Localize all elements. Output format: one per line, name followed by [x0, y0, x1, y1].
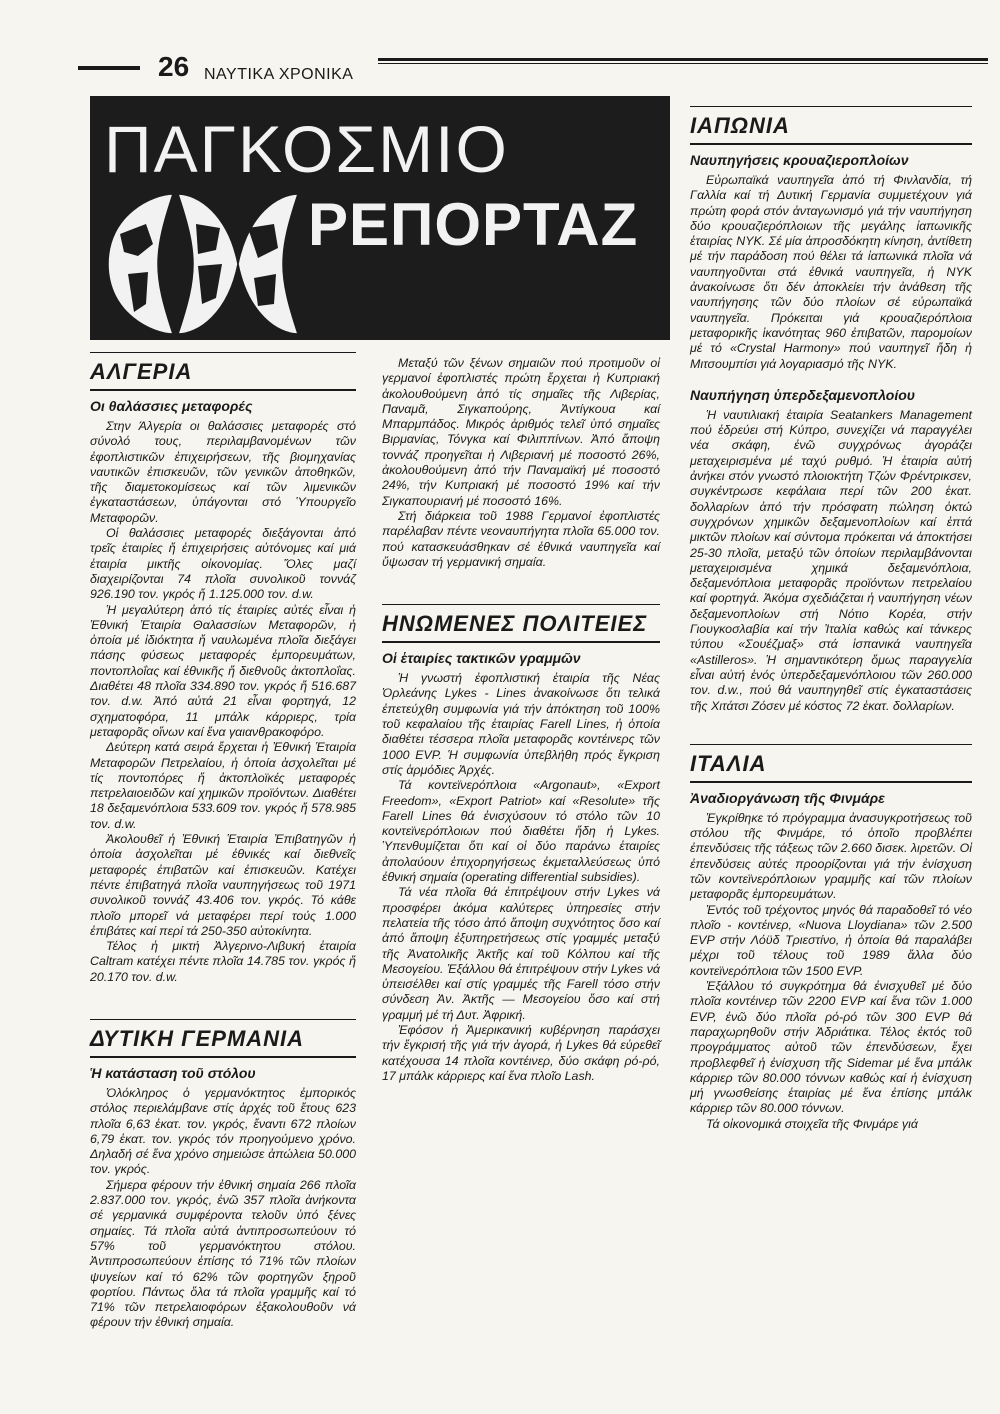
subheading-algeria: Οι θαλάσσιες μεταφορές [90, 398, 253, 414]
header-rule-left [78, 66, 140, 70]
subheading-germany: Ἡ κατάσταση τοῦ στόλου [90, 1064, 256, 1081]
paragraph: Ἀκολουθεῖ ἡ Ἐθνική Ἑταιρία Ἐπιβατηγῶν ἡ ὁποία ἀσχολεῖται μέ ἐθνικές καί διεθνεῖς μεταφορές ἐπιβατῶν καί ἐπισκευῶν. Κατέχει πέντε ἐπιβατηγά πλοῖα ναυπηγήσεως τοῦ 1971 συνολικοῦ τοννάζ 43.406 τον. γκρός. Τό κάθε πλοῖο μπορεῖ νά μεταφέρει περί τούς 1.000 ἐπιβάτες καί περί τά 250-350 αὐτοκίνητα. [90, 832, 356, 938]
subheading-japan-2: Ναυπήγηση ὑπερδεξαμενοπλοίου [690, 386, 916, 403]
page-number: 26 [158, 51, 190, 82]
paragraph: Ἡ μεγαλύτερη ἀπό τίς ἑταιρίες αὐτές εἶναι ἡ Ἐθνική Ἑταιρία Θαλασσίων Μεταφορῶν, ἡ ὁποία μέ ἰδιόκτητα ἤ ναυλωμένα πλοῖα διεξάγει πάσης φύσεως μεταφορές ἐμπορευμάτων, ποντοπλοΐας καί ἐθνικῆς ἤ διεθνοῦς ἀκτοπλοΐας. Διαθέτει 48 πλοῖα 334.890 τον. γκρός ἤ 516.687 τον. d.w. Ἀπό αὐτά 21 εἶναι φορτηγά, 12 σχηματοφόρα, 11 μπάλκ κάρριερς, τρία μεταφορᾶς οἴνων καί ἕνα γαιανθρακοφόρο. [90, 602, 356, 739]
section-title-germany: ΔΥΤΙΚΗ ΓΕΡΜΑΝΙΑ [90, 1025, 305, 1051]
section-title-italy: ΙΤΑΛΙΑ [690, 750, 767, 776]
column-3 [690, 106, 972, 1132]
section-rule [690, 143, 972, 145]
subheading-japan-1: Ναυπηγήσεις κρουαζιερoπλοίων [690, 152, 909, 168]
paragraph: Ἐφόσον ἡ Ἀμερικανική κυβέρνηση παράσχει τήν ἔγκρισή τῆς γιά τήν ἀγορά, ἡ Lykes θά εὑρεθεῖ κατέχουσα 14 πλοῖα κοντέινερ, δύο σκάφη ρό-ρό, 17 μπάλκ κάρριερς καί ἕνα πλοῖο Lash. [382, 1022, 660, 1083]
banner-title-line1: ΠΑΓΚΟΣΜΙΟ [104, 112, 509, 186]
section-rule [690, 781, 972, 783]
paragraph: Μεταξύ τῶν ξένων σημαιῶν πού προτιμοῦν οἱ γερμανοί ἐφοπλιστές πρώτη ἔρχεται ἡ Κυπριακή ἀκολουθούμενη ἀπό τίς σημαῖες τῆς Λιβερίας, Παναμᾶ, Σιγκαπούρης, Ἀντίγκουα καί Μπαρμπάδος. Μικρός ἀριθμός τελεῖ ὑπό σημαῖες Βιρμανίας, Τόνγκα καί Φιλιππίνων. Ἀπό ἄποψη τοννάζ προηγεῖται ἡ Λιβεριανή μέ ποσοστό 26%, ἀκολουθούμενη ἀπό τήν Παναμαϊκή μέ ποσοστό 24%, τήν Κυπριακή μέ ποσοστό 19% καί τήν Σιγκαπουριανή μέ ποσοστό 16%. [382, 356, 660, 508]
subheading-usa: Οἱ ἑταιρίες τακτικῶν γραμμῶν [382, 650, 581, 667]
section-title-algeria: ΑΛΓΕΡΙΑ [90, 359, 193, 384]
banner-title-line2: ΡΕΠΟΡΤΑΖ [308, 191, 639, 258]
paragraph: Τέλος ἡ μικτή Ἀλγερινο-Λιβυκή ἑταιρία Caltram κατέχει πέντε πλοῖα 14.785 τον. γκρός ἤ 20.170 τον. d.w. [90, 939, 356, 984]
section-title-usa: ΗΝΩΜΕΝΕΣ ΠΟΛΙΤΕΙΕΣ [382, 611, 648, 637]
paragraph: Εὐρωπαϊκά ναυπηγεῖα ἀπό τή Φινλανδία, τή Γαλλία καί τή Δυτική Γερμανία συμμετέχουν γιά πρώτη φορά στόν ἀνταγωνισμό γιά τήν ναυπήγηση δύο κρουαζιερόπλοιων τῆς μεγάλης ἰαπωνικῆς ἑταιρίας NYK. Σέ μία ἀπροσδόκητη κίνηση, ἀντίθετη μέ τήν παράδοση πού θέλει τά ἰαπωνικά πλοῖα νά ναυπηγοῦνται στά ἐθνικά ναυπηγεῖα, ἡ NYK ἀνακοίνωσε ὅτι δέν ἀποκλείει τήν ἀνάθεση τῆς ναυπήγησης τῶν δύο πλοίων σέ εὐρωπαϊκά ναυπηγεῖα. Πρόκειται γιά κρουαζιερόπλοια μεταφορικῆς ἱκανότητας 960 ἐπιβατῶν, παρομοίων μέ τό «Crystal Harmony» πού ναυπηγεῖ ἤδη ἡ Μιτσουμπίσι γιά λογαριασμό τῆς NYK. [690, 173, 972, 371]
section-rule-top [690, 106, 972, 107]
section-banner [90, 96, 670, 340]
globe-icon [98, 194, 328, 334]
paragraph: Ὁλόκληρος ὁ γερμανόκτητος ἐμπορικός στόλος περιελάμβανε στίς ἀρχές τοῦ ἔτους 623 πλοῖα 6,63 ἑκατ. τον. γκρός, ἔναντι 672 πλοίων 6,79 ἑκατ. τον. γκρός τόν προηγούμενο χρόνο. Δηλαδή σέ ἕνα χρόνο σημειώσε ἀπώλεια 50.000 τον. γκρός. [90, 1085, 356, 1177]
paragraph: Στή διάρκεια τοῦ 1988 Γερμανοί ἐφοπλιστές παρέλαβαν πέντε νεοναυπήγητα πλοῖα 65.000 τον. πού κατασκευάσθηκαν σέ ἐθνικά ναυπηγεῖα καί ὕψωσαν τή γερμανική σημαία. [382, 508, 660, 569]
paragraph: Τά νέα πλοῖα θά ἐπιτρέψουν στήν Lykes νά προσφέρει ἀκόμα καλύτερες ὑπηρεσίες στήν πελατεία τῆς τόσο ἀπό ἄποψη συχνότητος ὅσο καί ἀπό ἄποψη ἐξυπηρετήσεως στίς γραμμές μεταξύ τῆς Ἀνατολικῆς Ἀκτῆς καί τοῦ Κόλπου καί τῆς Μεσογείου. Ἐξάλλου θά ἐπιτρέψουν στήν Lykes νά ὑπεισέλθει καί στίς γραμμές τῆς Farell τόσο στήν σύνδεση Ἀν. Ἀκτῆς — Μεσογείου ὅσο καί στή γραμμή μέ τή Δυτ. Ἀφρική. [382, 885, 660, 1022]
section-rule [90, 1056, 356, 1058]
header-rule-right [378, 58, 988, 61]
paragraph: Ἐντός τοῦ τρέχοντος μηνός θά παραδοθεῖ τό νέο πλοῖο - κοντέινερ, «Nuova Lloydiana» τῶν 2.500 EVP στήν Λόϋδ Τριεστίνο, ἡ ὁποία θά παραλάβει μέχρι τοῦ τέλους τοῦ 1989 ἄλλα δύο κοντεϊνερόπλοια τῶν 1500 EVP. [690, 902, 972, 978]
paragraph: Τά κοντεϊνερόπλοια «Argonaut», «Export Freedom», «Export Patriot» καί «Resolute» τῆς Farell Lines θά ἐνισχύσουν τό στόλο τῶν 10 κοντεϊνερόπλοιων πού διαθέτει ἤδη ἡ Lykes. Ὑπενθυμίζεται ὅτι καί οἱ δύο παράνω ἑταιρίες ἀπολαύουν ἐπιχορηγήσεως ἐκμεταλλεύσεως ὑπό ἐθνική σημαία (operating differential subsidies). [382, 778, 660, 885]
paragraph: Ἡ γνωστή ἐφοπλιστική ἑταιρία τῆς Νέας Ὀρλεάνης Lykes - Lines ἀνακοίνωσε ὅτι τελικά ἐπετεύχθη συμφωνία γιά τήν ἀπόκτηση τοῦ 100% τοῦ κεφαλαίου τῆς ἑταιρίας Farell Lines, ἡ ὁποία διαθέτει τέσσερα πλοῖα μεταφορᾶς κοντέινερς τῶν 1000 EVP. Ἡ συμφωνία ὑπεβλήθη πρός ἔγκριση στίς ἁρμόδιες Ἀρχές. [382, 671, 660, 777]
section-rule [382, 641, 660, 643]
section-rule-top [90, 1019, 356, 1020]
section-rule [90, 389, 356, 391]
column-2 [382, 356, 660, 1084]
paragraph: Δεύτερη κατά σειρά ἔρχεται ἡ Ἐθνική Ἑταιρία Μεταφορῶν Πετρελαίου, ἡ ὁποία ἀσχολεῖται μέ τίς ποντοπόρες ἤ ἀκτοπλοϊκές μεταφορές πετρελαιοειδῶν καί χημικῶν προϊόντων. Διαθέτει 18 δεξαμενόπλοια 533.609 τον. γκρός ἤ 578.985 τον. d.w. [90, 740, 356, 831]
paragraph: Σήμερα φέρουν τήν ἐθνική σημαία 266 πλοῖα 2.837.000 τον. γκρός, ἐνῶ 357 πλοῖα ἀνήκοντα σέ γερμανικά συμφέροντα τελοῦν ὑπό ξένες σημαίες. Τά πλοῖα αὐτά ἀντιπροσωπεύουν τό 57% τοῦ γερμανόκτητου στόλου. Ἀντιπροσωπεύουν ἐπίσης τό 71% τῶν πλοίων ψυγείων καί τό 62% τῶν φορτηγῶν ξηροῦ φορτίου. Πάντως ὅλα τά πλοῖα γραμμῆς καί τό 71% τῶν πετρελαιοφόρων ἐξακολουθοῦν νά φέρουν τήν ἐθνική σημαία. [90, 1177, 356, 1330]
section-rule-top [690, 744, 972, 745]
paragraph: Στην Άλγερία οι θαλάσσιες μεταφορές στό σύνολό τους, περιλαμβανομένων τῶν ἐφοπλιστικῶν ἐπιχειρήσεων, τῆς βιομηχανίας ναυτικῶν ἐπισκευῶν, τῶν γενικῶν ἀποθηκῶν, τῆς διαμετοκομίσεως καί τῶν λιμενικῶν ἐγκαταστάσεων, ὑπάγονται στό Ὑπουργεῖο Μεταφορῶν. [90, 419, 356, 525]
column-1 [90, 352, 356, 1330]
paragraph: Τά οἰκονομικά στοιχεῖα τῆς Φινμάρε γιά [706, 1116, 918, 1131]
running-header [78, 52, 988, 88]
magazine-name: ΝΑΥΤΙΚΑ ΧΡΟΝΙΚΑ [204, 66, 354, 83]
paragraph: Ἐξάλλου τό συγκρότημα θά ἐνισχυθεῖ μέ δύο πλοῖα κοντέινερ τῶν 2200 EVP καί ἕνα τῶν 1.000 EVP, ἐνῶ δύο πλοῖα ρό-ρό τῶν 300 EVP θά παραχωρηθοῦν στήν Ἀδριάτικα. Τέλος ἐκτός τοῦ προγράμματος αὐτοῦ τῶν ἐπενδύσεων, ἔχει προβλεφθεῖ ἡ ἐνίσχυση τῆς Sidemar μέ ἕνα μπάλκ κάρριερ τῶν 80.000 τόννων καθώς καί ἡ ἐνίσχυση μή γνωσθείσης ἑταιρίας μέ ἕνα ἐπίσης μπάλκ κάρριερ τῶν 80.000 τόννων. [690, 979, 972, 1116]
subheading-italy: Ἀναδιοργάνωση τῆς Φινμάρε [690, 789, 885, 806]
section-rule-top [90, 352, 356, 353]
paragraph: Ἡ ναυτιλιακή ἑταιρία Seatankers Management πού ἑδρεύει στή Κύπρο, συνεχίζει νά παραγγέλει νέα σκάφη, ἐνῶ συγχρόνως ἀγοράζει μεταχειρισμένα μέ ταχύ ρυθμό. Ἡ ἑταιρία αὐτή ἀνήκει στόν γνωστό πλοιοκτήτη Τζών Φρέντρικσεν, συγκέντρωσε κεφάλαια περί τῶν 200 ἑκατ. δολλαρίων ἀπό τήν πρόσφατη πώληση ὀκτώ συγχρόνων χημικῶν δεξαμενοπλοίων καί ἑπτά μικτῶν πλοίων καί σύντομα πρόκειται νά ἀποκτήσει 25-30 πλοῖα, μεταξύ τῶν ὁποίων περιλαμβάνονται μεταχειρισμένα χημικά δεξαμενόπλοια, δεξαμενόπλοια μεταφορᾶς προϊόντων πετρελαίου καί φορτηγά. Ἀκόμα σχεδιάζεται ἡ ναυπήγηση νέων δεξαμενοπλοίων στή Νότιο Κορέα, στήν Γιουγκοσλαβία καί τήν Ἰταλία καθώς καί τάνκερς τύπου «Σουέζμαξ» στά ἱσπανικά ναυπηγεῖα «Astilleros». Ἡ σημαντικότερη ὅμως παραγγελία εἶναι αὐτή ἑνός ὑπερδεξαμενόπλοιου τῶν 260.000 τον. d.w., πού θά ναυπηγηθεῖ στίς ἐγκαταστάσεις τῆς Χιτάτσι Ζόσεν μέ κόστος 72 ἑκατ. δολλαρίων. [690, 407, 972, 713]
paragraph: Οἱ θαλάσσιες μεταφορές διεξάγονται ἀπό τρεῖς ἑταιρίες ἤ ἐπιχειρήσεις αὐτόνομες καί μιά ἑταιρία μικτῆς οἰκονομίας. Ὅλες μαζί διαχειρίζονται 74 πλοῖα συνολικοῦ τοννάζ 926.190 τον. γκρός ἤ 1.125.000 τον. d.w. [90, 526, 356, 602]
section-rule-top [382, 604, 660, 605]
header-rule-right-thin [378, 63, 988, 64]
paragraph: Ἐγκρίθηκε τό πρόγραμμα ἀνασυγκροτήσεως τοῦ στόλου τῆς Φινμάρε, τό ὁποῖο προβλέπει ἐπενδύσεις τῆς τάξεως τῶν 2.660 δισεκ. λιρετῶν. Οἱ ἐπενδύσεις αὐτές προορίζονται γιά τήν ἐνίσχυση τῶν κοντεϊνερόπλοιων γραμμῆς καί τῶν πλοίων μεταφορᾶς ἐμπορευμάτων. [690, 810, 972, 902]
section-title-japan: ΙΑΠΩΝΙΑ [690, 113, 790, 138]
